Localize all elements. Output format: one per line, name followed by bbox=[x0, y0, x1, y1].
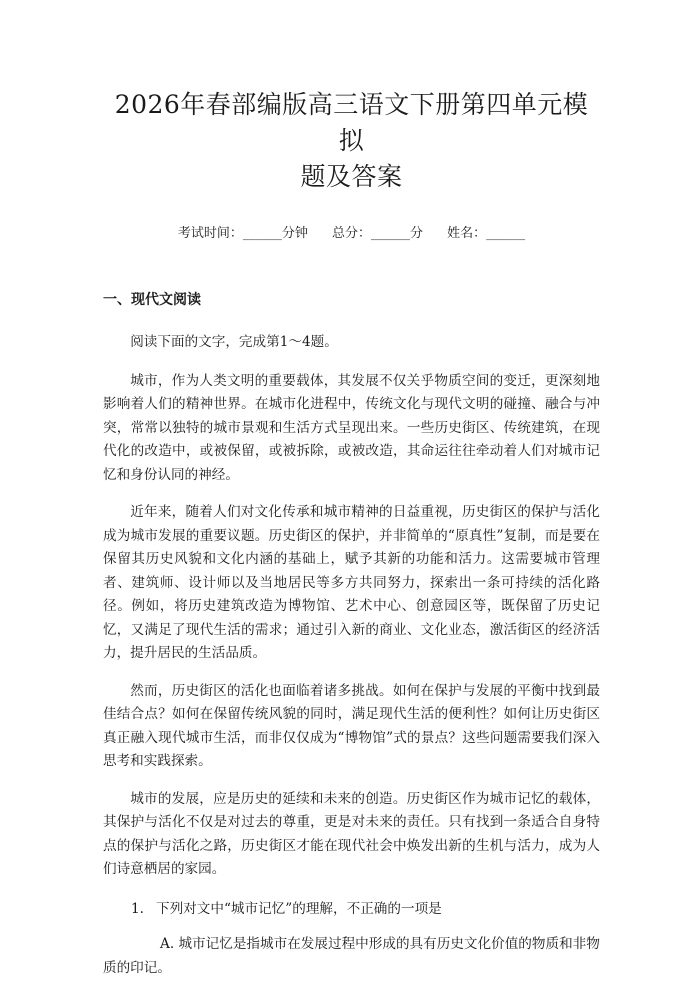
document-title-line2: 题及答案 bbox=[300, 162, 403, 191]
document-page bbox=[0, 87, 700, 992]
passage-paragraph-1: 城市，作为人类文明的重要载体，其发展不仅关乎物质空间的变迁，更深刻地影响着人们的精神世界。在城市化进程中，传统文化与现代文明的碰撞、融合与冲突，常常以独特的城市景观和生活方式呈现出来。一些历史街区、传统建筑，在现代化的改造中，或被保留，或被拆除，或被改造，其命运往往牵动着人们对城市记忆和身份认同的神经。 bbox=[103, 372, 600, 483]
exam-info-row bbox=[103, 225, 600, 243]
reading-instruction: 阅读下面的文字，完成第1～4题。 bbox=[130, 334, 338, 350]
question-1-option-a: A. 城市记忆是指城市在发展过程中形成的具有历史文化价值的物质和非物质的印记。 bbox=[103, 936, 600, 976]
passage-paragraph-2: 近年来，随着人们对文化传承和城市精神的日益重视，历史街区的保护与活化成为城市发展的重要议题。历史街区的保护，并非简单的“原真性”复制，而是要在保留其历史风貌和文化内涵的基础上，赋予其新的功能和活力。这需要城市管理者、建筑师、设计师以及当地居民等多方共同努力，探索出一条可持续的活化路径。例如，将历史建筑改造为博物馆、艺术中心、创意园区等，既保留了历史记忆，又满足了现代生活的需求；通过引入新的商业、文化业态，激活街区的经济活力，提升居民的生活品质。 bbox=[103, 504, 600, 661]
section-heading: 一、现代文阅读 bbox=[103, 292, 201, 308]
question-number: 1. bbox=[131, 900, 144, 917]
question-1 bbox=[103, 898, 600, 922]
total-score-field: 总分：______分 bbox=[331, 226, 423, 241]
passage-paragraph-3: 然而，历史街区的活化也面临着诸多挑战。如何在保护与发展的平衡中找到最佳结合点？如何在保留传统风貌的同时，满足现代生活的便利性？如何让历史街区真正融入现代城市生活，而非仅仅成为“博物馆”式的景点？这些问题需要我们深入思考和实践探索。 bbox=[103, 682, 600, 769]
question-text: 下列对文中“城市记忆”的理解，不正确的一项是 bbox=[155, 900, 442, 917]
passage-paragraph-4: 城市的发展，应是历史的延续和未来的创造。历史街区作为城市记忆的载体，其保护与活化不仅是对过去的尊重，更是对未来的责任。只有找到一条适合自身特点的保护与活化之路，历史街区才能在现代社会中焕发出新的生机与活力，成为人们诗意栖居的家园。 bbox=[103, 790, 600, 877]
document-title-line1: 2026年春部编版高三语文下册第四单元模拟 bbox=[114, 90, 589, 155]
document-title bbox=[103, 87, 600, 195]
name-field: 姓名：______ bbox=[447, 226, 526, 241]
exam-time-field: 考试时间：______分钟 bbox=[177, 226, 308, 241]
